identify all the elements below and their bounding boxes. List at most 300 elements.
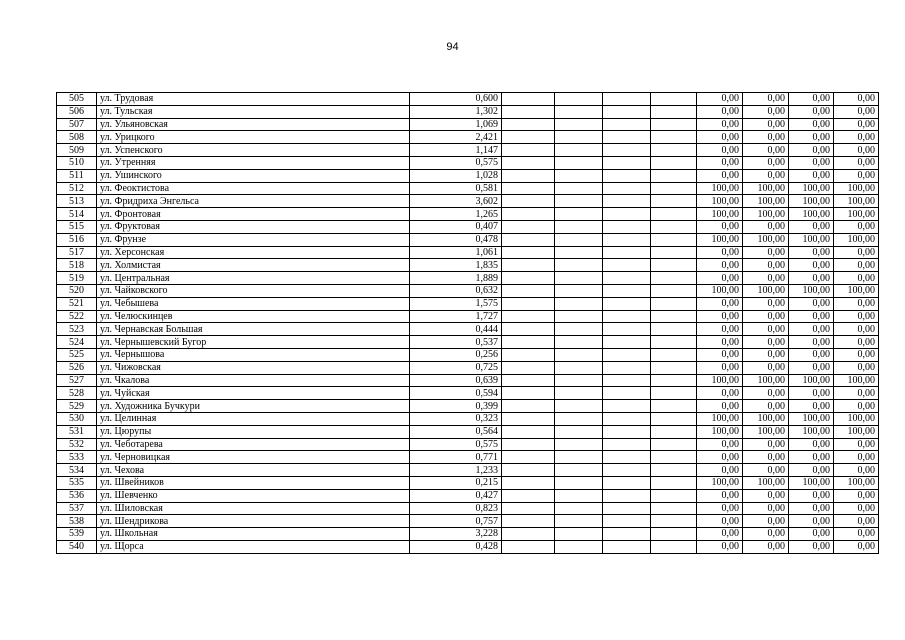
value-cell-4: 0,00 — [834, 336, 879, 349]
value-cell-1: 0,00 — [697, 528, 743, 541]
value-cell-4: 0,00 — [834, 144, 879, 157]
street-length: 1,061 — [410, 246, 502, 259]
empty-cell — [555, 233, 603, 246]
empty-cell — [651, 412, 697, 425]
value-cell-1: 100,00 — [697, 195, 743, 208]
empty-cell — [603, 528, 651, 541]
value-cell-4: 0,00 — [834, 489, 879, 502]
empty-cell — [603, 374, 651, 387]
empty-cell — [502, 336, 555, 349]
value-cell-1: 0,00 — [697, 220, 743, 233]
row-number: 526 — [57, 361, 97, 374]
street-name: ул. Ушинского — [97, 169, 410, 182]
value-cell-1: 0,00 — [697, 131, 743, 144]
empty-cell — [502, 233, 555, 246]
row-number: 530 — [57, 412, 97, 425]
table-row — [57, 540, 879, 553]
table-row — [57, 182, 879, 195]
empty-cell — [555, 515, 603, 528]
value-cell-4: 0,00 — [834, 259, 879, 272]
empty-cell — [603, 323, 651, 336]
value-cell-3: 100,00 — [789, 182, 834, 195]
empty-cell — [502, 323, 555, 336]
empty-cell — [603, 195, 651, 208]
row-number: 509 — [57, 144, 97, 157]
value-cell-2: 0,00 — [743, 489, 789, 502]
row-number: 517 — [57, 246, 97, 259]
row-number: 505 — [57, 93, 97, 106]
street-name: ул. Урицкого — [97, 131, 410, 144]
empty-cell — [603, 131, 651, 144]
row-number: 522 — [57, 310, 97, 323]
value-cell-4: 100,00 — [834, 208, 879, 221]
street-length: 0,600 — [410, 93, 502, 106]
street-length: 0,575 — [410, 156, 502, 169]
table-row — [57, 400, 879, 413]
value-cell-2: 100,00 — [743, 412, 789, 425]
empty-cell — [603, 182, 651, 195]
row-number: 527 — [57, 374, 97, 387]
table-row — [57, 348, 879, 361]
empty-cell — [502, 310, 555, 323]
table-row — [57, 208, 879, 221]
value-cell-3: 0,00 — [789, 144, 834, 157]
empty-cell — [502, 297, 555, 310]
empty-cell — [651, 348, 697, 361]
empty-cell — [603, 502, 651, 515]
value-cell-3: 0,00 — [789, 220, 834, 233]
empty-cell — [555, 540, 603, 553]
value-cell-2: 0,00 — [743, 540, 789, 553]
empty-cell — [651, 208, 697, 221]
table-row — [57, 246, 879, 259]
empty-cell — [555, 169, 603, 182]
value-cell-2: 100,00 — [743, 374, 789, 387]
empty-cell — [555, 412, 603, 425]
street-length: 3,602 — [410, 195, 502, 208]
street-length: 0,823 — [410, 502, 502, 515]
table-row — [57, 156, 879, 169]
row-number: 540 — [57, 540, 97, 553]
empty-cell — [555, 284, 603, 297]
table-row — [57, 476, 879, 489]
value-cell-2: 0,00 — [743, 156, 789, 169]
value-cell-4: 0,00 — [834, 348, 879, 361]
row-number: 519 — [57, 272, 97, 285]
street-length: 0,594 — [410, 387, 502, 400]
empty-cell — [555, 374, 603, 387]
empty-cell — [555, 323, 603, 336]
value-cell-3: 0,00 — [789, 105, 834, 118]
value-cell-2: 0,00 — [743, 131, 789, 144]
empty-cell — [502, 361, 555, 374]
value-cell-1: 100,00 — [697, 374, 743, 387]
value-cell-1: 0,00 — [697, 169, 743, 182]
streets-table — [56, 92, 879, 554]
street-name: ул. Ульяновская — [97, 118, 410, 131]
row-number: 513 — [57, 195, 97, 208]
value-cell-4: 0,00 — [834, 156, 879, 169]
empty-cell — [651, 182, 697, 195]
street-name: ул. Центральная — [97, 272, 410, 285]
value-cell-1: 0,00 — [697, 118, 743, 131]
empty-cell — [651, 284, 697, 297]
empty-cell — [603, 489, 651, 502]
empty-cell — [603, 540, 651, 553]
empty-cell — [555, 400, 603, 413]
value-cell-3: 100,00 — [789, 195, 834, 208]
street-name: ул. Чуйская — [97, 387, 410, 400]
empty-cell — [502, 208, 555, 221]
value-cell-3: 0,00 — [789, 259, 834, 272]
value-cell-3: 100,00 — [789, 476, 834, 489]
value-cell-1: 0,00 — [697, 451, 743, 464]
value-cell-3: 0,00 — [789, 348, 834, 361]
value-cell-3: 0,00 — [789, 438, 834, 451]
empty-cell — [502, 528, 555, 541]
street-length: 1,265 — [410, 208, 502, 221]
empty-cell — [502, 425, 555, 438]
empty-cell — [651, 528, 697, 541]
table-row — [57, 323, 879, 336]
value-cell-2: 0,00 — [743, 502, 789, 515]
street-length: 1,889 — [410, 272, 502, 285]
street-length: 0,407 — [410, 220, 502, 233]
empty-cell — [603, 361, 651, 374]
empty-cell — [555, 489, 603, 502]
value-cell-1: 0,00 — [697, 400, 743, 413]
empty-cell — [651, 489, 697, 502]
empty-cell — [555, 361, 603, 374]
street-name: ул. Чайковского — [97, 284, 410, 297]
empty-cell — [651, 272, 697, 285]
value-cell-2: 0,00 — [743, 323, 789, 336]
empty-cell — [603, 425, 651, 438]
empty-cell — [502, 246, 555, 259]
street-name: ул. Трудовая — [97, 93, 410, 106]
street-name: ул. Черновицкая — [97, 451, 410, 464]
empty-cell — [603, 451, 651, 464]
value-cell-1: 0,00 — [697, 93, 743, 106]
value-cell-2: 100,00 — [743, 425, 789, 438]
empty-cell — [502, 464, 555, 477]
row-number: 524 — [57, 336, 97, 349]
empty-cell — [651, 118, 697, 131]
value-cell-1: 0,00 — [697, 489, 743, 502]
street-name: ул. Чернавская Большая — [97, 323, 410, 336]
value-cell-4: 0,00 — [834, 540, 879, 553]
value-cell-4: 0,00 — [834, 451, 879, 464]
value-cell-3: 0,00 — [789, 272, 834, 285]
street-length: 0,478 — [410, 233, 502, 246]
value-cell-2: 0,00 — [743, 387, 789, 400]
empty-cell — [502, 400, 555, 413]
value-cell-4: 0,00 — [834, 297, 879, 310]
value-cell-2: 0,00 — [743, 144, 789, 157]
row-number: 538 — [57, 515, 97, 528]
value-cell-2: 0,00 — [743, 259, 789, 272]
value-cell-4: 100,00 — [834, 374, 879, 387]
row-number: 535 — [57, 476, 97, 489]
empty-cell — [502, 131, 555, 144]
empty-cell — [651, 476, 697, 489]
empty-cell — [502, 118, 555, 131]
value-cell-1: 0,00 — [697, 323, 743, 336]
row-number: 528 — [57, 387, 97, 400]
empty-cell — [502, 156, 555, 169]
empty-cell — [555, 438, 603, 451]
empty-cell — [603, 438, 651, 451]
value-cell-3: 0,00 — [789, 118, 834, 131]
empty-cell — [603, 246, 651, 259]
value-cell-1: 0,00 — [697, 387, 743, 400]
value-cell-4: 100,00 — [834, 412, 879, 425]
street-length: 0,581 — [410, 182, 502, 195]
value-cell-2: 100,00 — [743, 284, 789, 297]
table-row — [57, 310, 879, 323]
street-name: ул. Фридриха Энгельса — [97, 195, 410, 208]
street-length: 1,147 — [410, 144, 502, 157]
street-name: ул. Целинная — [97, 412, 410, 425]
empty-cell — [603, 336, 651, 349]
value-cell-1: 0,00 — [697, 105, 743, 118]
value-cell-3: 0,00 — [789, 489, 834, 502]
empty-cell — [555, 93, 603, 106]
empty-cell — [603, 476, 651, 489]
row-number: 514 — [57, 208, 97, 221]
value-cell-3: 0,00 — [789, 400, 834, 413]
street-length: 0,215 — [410, 476, 502, 489]
empty-cell — [555, 208, 603, 221]
empty-cell — [603, 272, 651, 285]
table-row — [57, 374, 879, 387]
street-name: ул. Тульская — [97, 105, 410, 118]
value-cell-4: 0,00 — [834, 105, 879, 118]
street-length: 0,575 — [410, 438, 502, 451]
value-cell-4: 100,00 — [834, 182, 879, 195]
empty-cell — [603, 208, 651, 221]
street-length: 0,564 — [410, 425, 502, 438]
value-cell-1: 0,00 — [697, 361, 743, 374]
empty-cell — [603, 220, 651, 233]
table-row — [57, 105, 879, 118]
value-cell-4: 0,00 — [834, 323, 879, 336]
empty-cell — [651, 144, 697, 157]
value-cell-3: 0,00 — [789, 540, 834, 553]
table-row — [57, 118, 879, 131]
empty-cell — [555, 259, 603, 272]
empty-cell — [502, 476, 555, 489]
empty-cell — [603, 284, 651, 297]
value-cell-2: 100,00 — [743, 195, 789, 208]
value-cell-1: 0,00 — [697, 259, 743, 272]
empty-cell — [555, 118, 603, 131]
empty-cell — [651, 220, 697, 233]
empty-cell — [651, 297, 697, 310]
street-name: ул. Чижовская — [97, 361, 410, 374]
empty-cell — [603, 297, 651, 310]
table-row — [57, 284, 879, 297]
value-cell-1: 0,00 — [697, 246, 743, 259]
value-cell-2: 0,00 — [743, 361, 789, 374]
empty-cell — [651, 259, 697, 272]
value-cell-4: 100,00 — [834, 233, 879, 246]
empty-cell — [502, 387, 555, 400]
value-cell-2: 0,00 — [743, 438, 789, 451]
value-cell-4: 0,00 — [834, 272, 879, 285]
empty-cell — [555, 156, 603, 169]
value-cell-3: 0,00 — [789, 169, 834, 182]
value-cell-1: 0,00 — [697, 310, 743, 323]
street-name: ул. Успенского — [97, 144, 410, 157]
value-cell-1: 0,00 — [697, 502, 743, 515]
empty-cell — [555, 336, 603, 349]
row-number: 511 — [57, 169, 97, 182]
value-cell-1: 0,00 — [697, 348, 743, 361]
row-number: 531 — [57, 425, 97, 438]
value-cell-3: 100,00 — [789, 425, 834, 438]
empty-cell — [651, 131, 697, 144]
empty-cell — [502, 105, 555, 118]
empty-cell — [555, 502, 603, 515]
empty-cell — [603, 118, 651, 131]
value-cell-1: 100,00 — [697, 425, 743, 438]
empty-cell — [502, 284, 555, 297]
row-number: 521 — [57, 297, 97, 310]
table-row — [57, 131, 879, 144]
value-cell-4: 0,00 — [834, 400, 879, 413]
street-name: ул. Чернышова — [97, 348, 410, 361]
street-name: ул. Шевченко — [97, 489, 410, 502]
street-name: ул. Чкалова — [97, 374, 410, 387]
value-cell-2: 0,00 — [743, 105, 789, 118]
street-length: 1,233 — [410, 464, 502, 477]
empty-cell — [555, 297, 603, 310]
street-name: ул. Художника Бучкури — [97, 400, 410, 413]
row-number: 534 — [57, 464, 97, 477]
empty-cell — [502, 220, 555, 233]
street-name: ул. Чернышевский Бугор — [97, 336, 410, 349]
value-cell-1: 0,00 — [697, 336, 743, 349]
value-cell-1: 100,00 — [697, 284, 743, 297]
value-cell-3: 0,00 — [789, 246, 834, 259]
street-name: ул. Цюрупы — [97, 425, 410, 438]
value-cell-2: 0,00 — [743, 528, 789, 541]
empty-cell — [502, 451, 555, 464]
street-name: ул. Херсонская — [97, 246, 410, 259]
table-row — [57, 387, 879, 400]
value-cell-3: 0,00 — [789, 387, 834, 400]
table-row — [57, 272, 879, 285]
value-cell-4: 0,00 — [834, 310, 879, 323]
table-row — [57, 361, 879, 374]
value-cell-2: 0,00 — [743, 118, 789, 131]
table-row — [57, 169, 879, 182]
value-cell-2: 0,00 — [743, 348, 789, 361]
table-row — [57, 220, 879, 233]
empty-cell — [651, 169, 697, 182]
value-cell-3: 100,00 — [789, 412, 834, 425]
empty-cell — [651, 464, 697, 477]
value-cell-4: 0,00 — [834, 220, 879, 233]
empty-cell — [555, 105, 603, 118]
value-cell-3: 0,00 — [789, 156, 834, 169]
empty-cell — [603, 464, 651, 477]
empty-cell — [603, 93, 651, 106]
empty-cell — [502, 195, 555, 208]
row-number: 508 — [57, 131, 97, 144]
empty-cell — [651, 246, 697, 259]
value-cell-3: 0,00 — [789, 361, 834, 374]
row-number: 537 — [57, 502, 97, 515]
row-number: 532 — [57, 438, 97, 451]
value-cell-2: 0,00 — [743, 400, 789, 413]
empty-cell — [651, 323, 697, 336]
empty-cell — [603, 310, 651, 323]
street-name: ул. Швейников — [97, 476, 410, 489]
empty-cell — [555, 144, 603, 157]
value-cell-2: 0,00 — [743, 464, 789, 477]
value-cell-3: 0,00 — [789, 323, 834, 336]
value-cell-2: 0,00 — [743, 451, 789, 464]
value-cell-2: 0,00 — [743, 272, 789, 285]
value-cell-4: 0,00 — [834, 515, 879, 528]
street-name: ул. Фронтовая — [97, 208, 410, 221]
empty-cell — [651, 195, 697, 208]
street-name: ул. Фруктовая — [97, 220, 410, 233]
row-number: 536 — [57, 489, 97, 502]
empty-cell — [502, 374, 555, 387]
empty-cell — [555, 272, 603, 285]
value-cell-4: 0,00 — [834, 387, 879, 400]
street-name: ул. Шендрикова — [97, 515, 410, 528]
value-cell-2: 0,00 — [743, 515, 789, 528]
empty-cell — [502, 144, 555, 157]
empty-cell — [651, 361, 697, 374]
street-length: 1,302 — [410, 105, 502, 118]
street-name: ул. Утренняя — [97, 156, 410, 169]
value-cell-1: 0,00 — [697, 144, 743, 157]
value-cell-3: 0,00 — [789, 131, 834, 144]
empty-cell — [603, 105, 651, 118]
street-length: 0,256 — [410, 348, 502, 361]
value-cell-4: 0,00 — [834, 502, 879, 515]
value-cell-1: 100,00 — [697, 476, 743, 489]
empty-cell — [603, 169, 651, 182]
empty-cell — [651, 400, 697, 413]
street-length: 1,028 — [410, 169, 502, 182]
street-name: ул. Феоктистова — [97, 182, 410, 195]
value-cell-3: 0,00 — [789, 528, 834, 541]
value-cell-3: 100,00 — [789, 208, 834, 221]
empty-cell — [603, 515, 651, 528]
row-number: 533 — [57, 451, 97, 464]
table-body — [57, 93, 879, 554]
table-row — [57, 489, 879, 502]
empty-cell — [651, 336, 697, 349]
empty-cell — [555, 246, 603, 259]
row-number: 539 — [57, 528, 97, 541]
street-length: 0,399 — [410, 400, 502, 413]
value-cell-4: 0,00 — [834, 528, 879, 541]
value-cell-1: 100,00 — [697, 208, 743, 221]
empty-cell — [555, 182, 603, 195]
empty-cell — [651, 515, 697, 528]
street-name: ул. Шиловская — [97, 502, 410, 515]
street-length: 0,428 — [410, 540, 502, 553]
street-length: 1,835 — [410, 259, 502, 272]
value-cell-2: 100,00 — [743, 208, 789, 221]
